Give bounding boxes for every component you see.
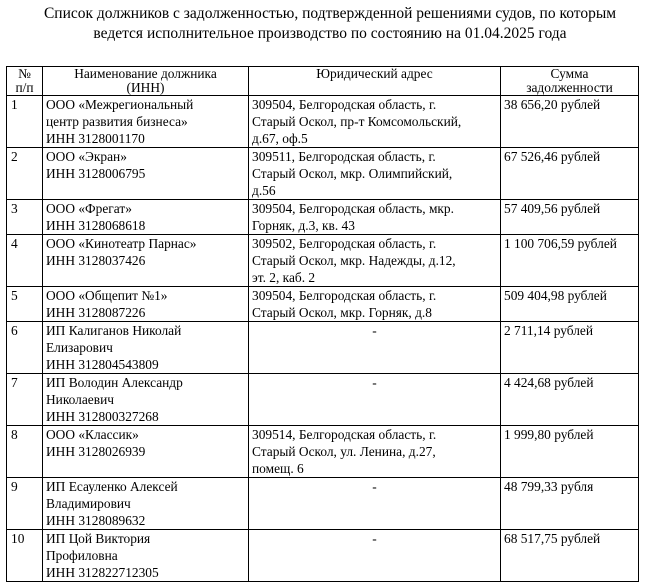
legal-address-line: д.67, оф.5 bbox=[252, 131, 308, 146]
legal-address-cell bbox=[249, 96, 501, 148]
table-row bbox=[7, 478, 639, 530]
debt-amount: 509 404,98 рублей bbox=[501, 287, 639, 322]
debtor-name-line: ИНН 3128089632 bbox=[46, 513, 146, 528]
legal-address-cell bbox=[249, 530, 501, 582]
debt-amount: 48 799,33 рубля bbox=[501, 478, 639, 530]
title-line-2: ведется исполнительное производство по состоянию на 01.04.2025 года bbox=[93, 25, 567, 42]
header-name bbox=[43, 67, 249, 96]
header-num-line2: п/п bbox=[15, 80, 34, 95]
header-num-line1: № bbox=[18, 66, 31, 81]
legal-address-cell bbox=[249, 322, 501, 374]
title-line-1: Список должников с задолженностью, подтвержденной решениями судов, по которым bbox=[43, 5, 617, 22]
debt-amount: 2 711,14 рублей bbox=[501, 322, 639, 374]
debtor-name-cell bbox=[43, 200, 249, 235]
header-amount-line1: Сумма bbox=[550, 66, 589, 81]
header-amount bbox=[501, 67, 639, 96]
table-row bbox=[7, 235, 639, 287]
header-name-line1: Наименование должника bbox=[74, 66, 217, 81]
debtor-name-line: ИП Володин Александр bbox=[46, 375, 183, 390]
debtor-name-line: ИНН 3128068618 bbox=[46, 218, 146, 233]
debtor-name-line: Владимирович bbox=[46, 496, 131, 511]
row-number: 10 bbox=[7, 530, 43, 582]
debtor-name-cell bbox=[43, 148, 249, 200]
debt-amount: 68 517,75 рублей bbox=[501, 530, 639, 582]
table-row bbox=[7, 426, 639, 478]
legal-address-line: - bbox=[372, 375, 377, 390]
table-row bbox=[7, 200, 639, 235]
row-number: 2 bbox=[7, 148, 43, 200]
debt-amount: 4 424,68 рублей bbox=[501, 374, 639, 426]
debtor-name-line: Профиловна bbox=[46, 548, 118, 563]
header-address-text: Юридический адрес bbox=[316, 66, 433, 81]
legal-address-line: - bbox=[372, 323, 377, 338]
debtor-name-line: ИНН 312804543809 bbox=[46, 357, 159, 372]
row-number: 6 bbox=[7, 322, 43, 374]
debt-amount: 67 526,46 рублей bbox=[501, 148, 639, 200]
legal-address-cell bbox=[249, 148, 501, 200]
debtor-name-cell bbox=[43, 96, 249, 148]
row-number: 9 bbox=[7, 478, 43, 530]
table-row bbox=[7, 287, 639, 322]
debtor-name-line: ООО «Кинотеатр Парнас» bbox=[46, 236, 197, 251]
header-num bbox=[7, 67, 43, 96]
debtor-name-line: ООО «Фрегат» bbox=[46, 201, 132, 216]
debt-amount: 38 656,20 рублей bbox=[501, 96, 639, 148]
table-row bbox=[7, 374, 639, 426]
table-row bbox=[7, 148, 639, 200]
legal-address-line: Старый Оскол, ул. Ленина, д.27, bbox=[252, 444, 436, 459]
debt-amount: 1 999,80 рублей bbox=[501, 426, 639, 478]
legal-address-line: 309504, Белгородская область, г. bbox=[252, 288, 437, 303]
table-row bbox=[7, 530, 639, 582]
debtor-name-cell bbox=[43, 426, 249, 478]
debtor-name-line: ООО «Общепит №1» bbox=[46, 288, 168, 303]
debt-amount: 57 409,56 рублей bbox=[501, 200, 639, 235]
table-header-row bbox=[7, 67, 639, 96]
table-row bbox=[7, 96, 639, 148]
row-number: 7 bbox=[7, 374, 43, 426]
debtor-name-cell bbox=[43, 235, 249, 287]
row-number: 3 bbox=[7, 200, 43, 235]
debtor-name-line: ИП Цой Виктория bbox=[46, 531, 151, 546]
debtor-name-line: ООО «Межрегиональный bbox=[46, 97, 194, 112]
debtor-name-cell bbox=[43, 287, 249, 322]
debtor-name-line: ИП Калиганов Николай bbox=[46, 323, 182, 338]
legal-address-line: 309511, Белгородская область, г. bbox=[252, 149, 436, 164]
debtor-name-cell bbox=[43, 322, 249, 374]
header-name-line2: (ИНН) bbox=[126, 80, 165, 95]
legal-address-line: 309514, Белгородская область, г. bbox=[252, 427, 437, 442]
legal-address-cell bbox=[249, 374, 501, 426]
legal-address-line: 309504, Белгородская область, мкр. bbox=[252, 201, 454, 216]
legal-address-cell bbox=[249, 478, 501, 530]
legal-address-cell bbox=[249, 235, 501, 287]
legal-address-line: д.56 bbox=[252, 183, 276, 198]
row-number: 5 bbox=[7, 287, 43, 322]
legal-address-line: Горняк, д.3, кв. 43 bbox=[252, 218, 355, 233]
debtor-name-cell bbox=[43, 374, 249, 426]
row-number: 1 bbox=[7, 96, 43, 148]
debtor-name-line: ООО «Экран» bbox=[46, 149, 127, 164]
debtor-name-line: ИНН 3128001170 bbox=[46, 131, 145, 146]
debtor-name-line: Николаевич bbox=[46, 392, 114, 407]
debtor-name-cell bbox=[43, 478, 249, 530]
legal-address-line: помещ. 6 bbox=[252, 461, 304, 476]
legal-address-line: - bbox=[372, 531, 377, 546]
debtor-name-line: ИНН 3128087226 bbox=[46, 305, 146, 320]
legal-address-line: Старый Оскол, мкр. Олимпийский, bbox=[252, 166, 453, 181]
debtors-table bbox=[6, 66, 639, 582]
legal-address-cell bbox=[249, 287, 501, 322]
debtor-name-line: ООО «Классик» bbox=[46, 427, 139, 442]
debt-amount: 1 100 706,59 рублей bbox=[501, 235, 639, 287]
document-title bbox=[0, 4, 660, 44]
debtor-name-line: Елизарович bbox=[46, 340, 113, 355]
debtor-name-line: центр развития бизнеса» bbox=[46, 114, 188, 129]
debtor-name-line: ИНН 3128026939 bbox=[46, 444, 146, 459]
debtor-name-cell bbox=[43, 530, 249, 582]
header-address bbox=[249, 67, 501, 96]
debtor-name-line: ИП Есауленко Алексей bbox=[46, 479, 178, 494]
debtor-name-line: ИНН 3128037426 bbox=[46, 253, 146, 268]
debtor-name-line: ИНН 312800327268 bbox=[46, 409, 159, 424]
debtor-name-line: ИНН 3128006795 bbox=[46, 166, 146, 181]
legal-address-cell bbox=[249, 200, 501, 235]
legal-address-line: Старый Оскол, мкр. Горняк, д.8 bbox=[252, 305, 432, 320]
debtor-name-line: ИНН 312822712305 bbox=[46, 565, 159, 580]
header-amount-line2: задолженности bbox=[526, 80, 613, 95]
legal-address-line: Старый Оскол, мкр. Надежды, д.12, bbox=[252, 253, 456, 268]
legal-address-line: эт. 2, каб. 2 bbox=[252, 270, 316, 285]
table-row bbox=[7, 322, 639, 374]
legal-address-line: 309504, Белгородская область, г. bbox=[252, 97, 437, 112]
legal-address-cell bbox=[249, 426, 501, 478]
row-number: 8 bbox=[7, 426, 43, 478]
legal-address-line: 309502, Белгородская область, г. bbox=[252, 236, 437, 251]
legal-address-line: Старый Оскол, пр-т Комсомольский, bbox=[252, 114, 462, 129]
row-number: 4 bbox=[7, 235, 43, 287]
legal-address-line: - bbox=[372, 479, 377, 494]
